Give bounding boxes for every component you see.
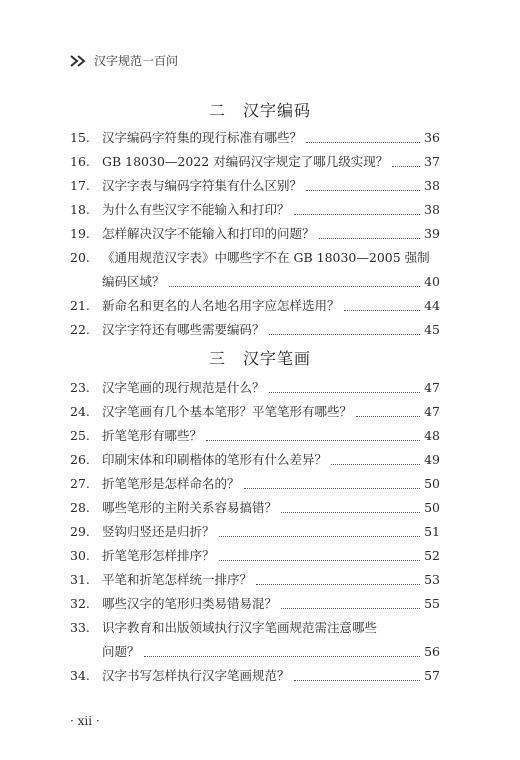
entry-number: 33. [70,620,90,635]
dot-leader [294,680,421,681]
entry-number: 24. [70,404,90,419]
entry-number: 20. [70,250,90,265]
entry-title: 折笔笔形有哪些？ [102,428,203,443]
entry-page: 44 [424,298,440,313]
entry-title: 折笔笔形是怎样命名的？ [102,476,240,491]
dot-leader [244,488,421,489]
toc-entry[interactable] [70,448,440,472]
entry-page: 52 [424,548,440,563]
dot-leader [306,190,420,191]
toc-entry[interactable] [70,246,440,294]
dot-leader [169,286,421,287]
toc-entry[interactable] [70,424,440,448]
toc-entry[interactable] [70,592,440,616]
entry-page: 53 [424,572,440,587]
toc-entry[interactable] [70,294,440,318]
running-header [70,52,178,69]
dot-leader [281,608,420,609]
entry-title-continued: 编码区域？ [102,274,165,289]
dot-leader [356,416,420,417]
entry-page: 47 [424,380,440,395]
dot-leader [344,310,421,311]
entry-title: 折笔笔形怎样排序？ [102,548,215,563]
entry-number: 25. [70,428,90,443]
toc-entry[interactable] [70,126,440,150]
entry-number: 21. [70,298,90,313]
double-chevron-right-icon [70,55,88,67]
entry-number: 23. [70,380,90,395]
entry-page: 37 [424,154,440,169]
toc-entry[interactable] [70,150,440,174]
entry-page: 49 [424,452,440,467]
entry-title: 汉字笔画有几个基本笔形？平笔笔形有哪些？ [102,404,353,419]
toc-entry[interactable] [70,664,440,688]
toc-entry[interactable] [70,174,440,198]
page-number: · xii · [70,714,100,728]
entry-number: 26. [70,452,90,467]
dot-leader [256,584,420,585]
dot-leader [392,166,420,167]
dot-leader [281,512,420,513]
dot-leader [294,214,421,215]
toc-entry[interactable] [70,318,440,342]
entry-number: 32. [70,596,90,611]
section-title-strokes: 三 汉字笔画 [208,349,311,368]
toc-entry[interactable] [70,376,440,400]
toc-entry[interactable] [70,568,440,592]
toc-entry[interactable] [70,544,440,568]
dot-leader [206,440,420,441]
toc-entry[interactable] [70,520,440,544]
dot-leader [319,238,421,239]
entry-title: 《通用规范汉字表》中哪些字不在 GB 18030—2005 强制 [102,250,430,265]
entry-page: 38 [424,202,440,217]
toc-entry[interactable] [70,472,440,496]
entry-title: 汉字编码字符集的现行标准有哪些？ [102,130,303,145]
dot-leader [306,142,420,143]
entry-title: 汉字书写怎样执行汉字笔画规范？ [102,668,290,683]
entry-number: 17. [70,178,90,193]
toc-entry[interactable] [70,616,440,664]
entry-number: 22. [70,322,90,337]
entry-page: 50 [424,500,440,515]
entry-title: 印刷宋体和印刷楷体的笔形有什么差异？ [102,452,328,467]
book-title: 汉字规范一百问 [94,54,179,68]
entry-page: 36 [424,130,440,145]
entry-number: 28. [70,500,90,515]
entry-page: 48 [424,428,440,443]
entry-number: 15. [70,130,90,145]
entry-number: 31. [70,572,90,587]
entry-number: 30. [70,548,90,563]
entry-title: 哪些汉字的笔形归类易错易混？ [102,596,278,611]
entry-title-continued: 问题？ [102,644,140,659]
dot-leader [269,392,421,393]
entry-title: 竖钩归竖还是归折？ [102,524,215,539]
dot-leader [144,656,421,657]
toc-section-encoding [70,126,440,342]
entry-title: GB 18030—2022 对编码汉字规定了哪几级实现？ [102,154,389,169]
entry-page: 38 [424,178,440,193]
dot-leader [269,334,421,335]
entry-number: 19. [70,226,90,241]
toc-entry[interactable] [70,496,440,520]
entry-page: 45 [424,322,440,337]
toc-entry[interactable] [70,198,440,222]
toc-entry[interactable] [70,222,440,246]
entry-page: 39 [424,226,440,241]
toc-section-strokes [70,376,440,688]
entry-number: 29. [70,524,90,539]
dot-leader [219,536,421,537]
entry-title: 汉字笔画的现行规范是什么？ [102,380,265,395]
entry-title: 汉字字表与编码字符集有什么区别？ [102,178,303,193]
entry-page: 51 [424,524,440,539]
entry-number: 34. [70,668,90,683]
entry-title: 新命名和更名的人名地名用字应怎样选用？ [102,298,340,313]
toc-entry[interactable] [70,400,440,424]
entry-title: 为什么有些汉字不能输入和打印？ [102,202,290,217]
entry-number: 27. [70,476,90,491]
entry-title: 平笔和折笔怎样统一排序？ [102,572,253,587]
entry-page: 56 [424,644,440,659]
entry-page: 40 [424,274,440,289]
entry-number: 18. [70,202,90,217]
entry-page: 50 [424,476,440,491]
dot-leader [331,464,420,465]
entry-title: 识字教育和出版领域执行汉字笔画规范需注意哪些 [102,620,378,635]
entry-page: 47 [424,404,440,419]
entry-title: 汉字字符还有哪些需要编码？ [102,322,265,337]
entry-title: 怎样解决汉字不能输入和打印的问题？ [102,226,315,241]
section-title-encoding: 二 汉字编码 [208,101,311,120]
entry-number: 16. [70,154,90,169]
entry-page: 57 [424,668,440,683]
entry-title: 哪些笔形的主附关系容易搞错？ [102,500,278,515]
entry-page: 55 [424,596,440,611]
dot-leader [219,560,421,561]
